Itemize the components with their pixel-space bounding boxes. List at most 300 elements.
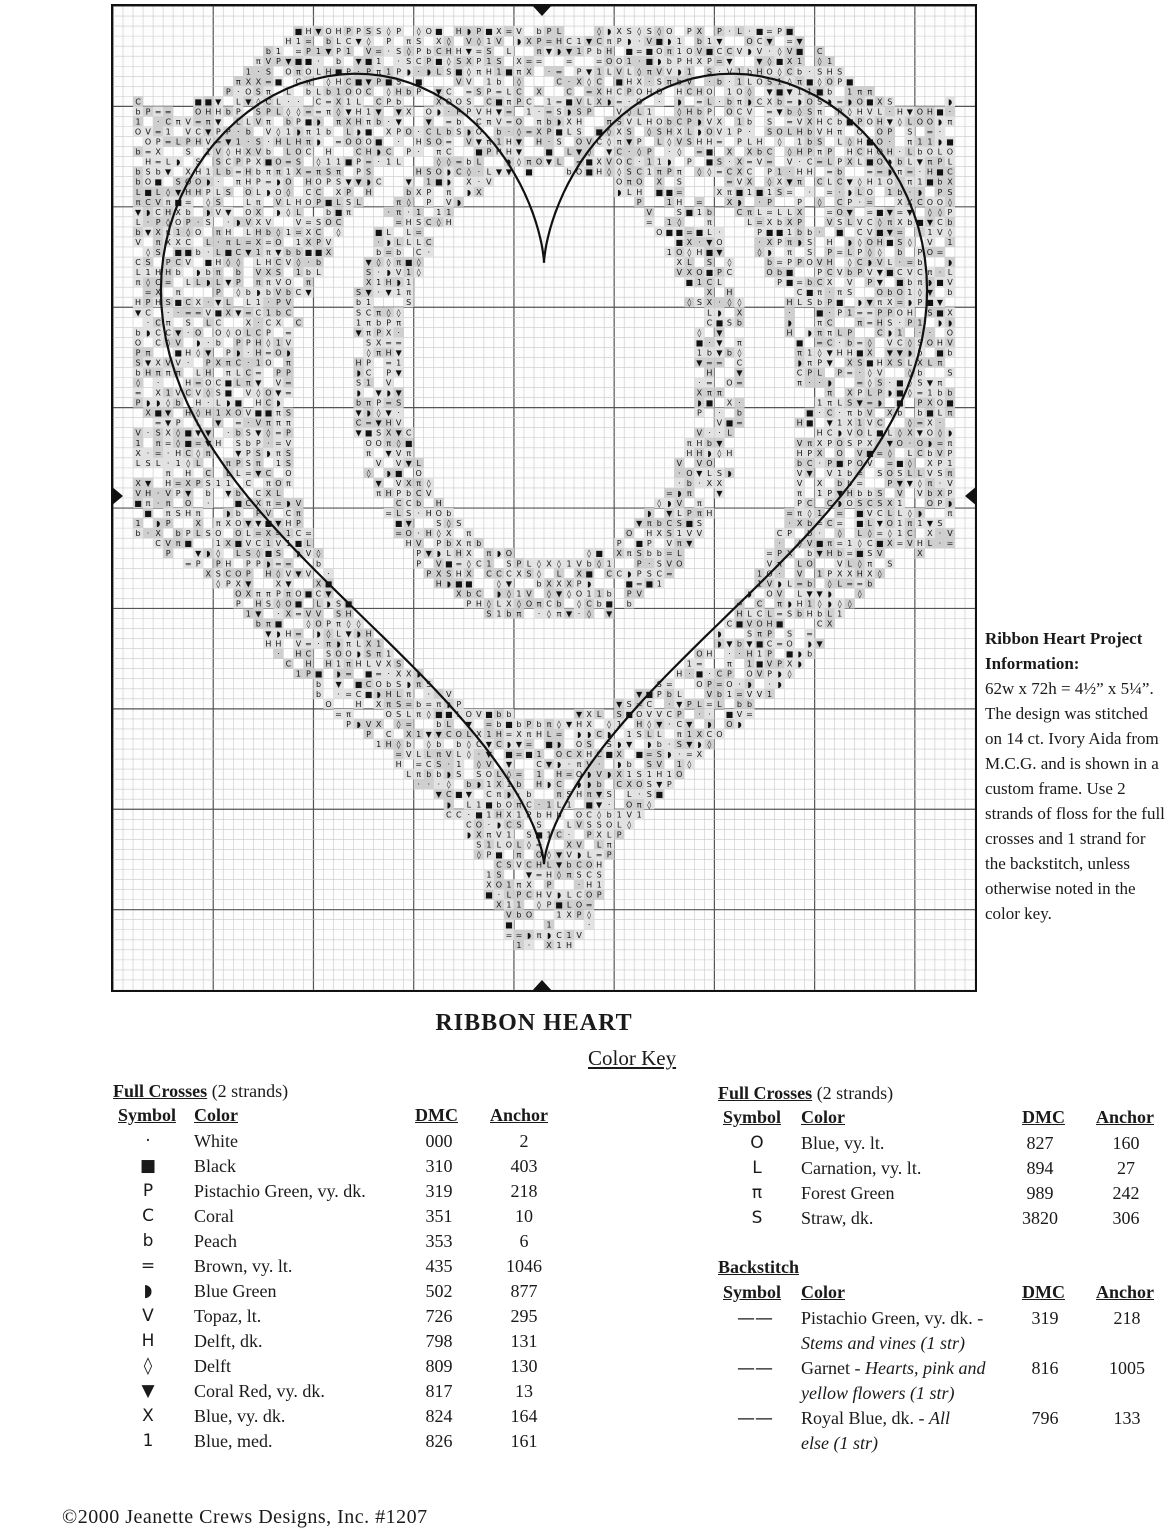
svg-text:P: P — [687, 27, 692, 36]
svg-text:b: b — [677, 77, 682, 86]
svg-text:■: ■ — [235, 499, 243, 508]
svg-text:=: = — [856, 308, 863, 317]
svg-text:◊: ◊ — [868, 338, 872, 347]
svg-text:b: b — [757, 148, 762, 157]
svg-text:▼: ▼ — [776, 107, 783, 116]
svg-text:P: P — [837, 107, 842, 116]
svg-text:O: O — [235, 328, 241, 337]
bs-symbol-line: —— — [730, 1356, 780, 1381]
svg-text:1: 1 — [847, 87, 852, 96]
svg-text:P: P — [627, 87, 632, 96]
svg-text:C: C — [426, 128, 432, 137]
svg-text:■: ■ — [455, 67, 463, 76]
svg-text:V: V — [947, 338, 953, 347]
svg-text:π: π — [707, 389, 712, 398]
svg-text:◊: ◊ — [367, 348, 371, 357]
svg-text:H: H — [486, 67, 492, 76]
svg-text:X: X — [877, 97, 883, 106]
svg-text:▼: ▼ — [736, 369, 743, 378]
svg-text:1: 1 — [336, 87, 341, 96]
svg-text:π: π — [797, 489, 802, 498]
svg-text:V: V — [185, 128, 191, 137]
svg-text:■: ■ — [655, 37, 663, 46]
svg-text:▼: ▼ — [917, 429, 924, 438]
svg-text:V: V — [486, 178, 492, 187]
svg-text:L: L — [888, 509, 893, 518]
svg-text:1: 1 — [857, 419, 862, 428]
svg-text:H: H — [827, 67, 833, 76]
svg-text:=: = — [536, 57, 543, 66]
svg-text:C: C — [366, 87, 372, 96]
svg-text:1: 1 — [406, 278, 411, 287]
svg-text:P: P — [156, 138, 161, 147]
svg-text:1: 1 — [917, 318, 922, 327]
svg-text:■: ■ — [255, 409, 263, 418]
svg-text:■: ■ — [365, 128, 373, 137]
svg-text:◊: ◊ — [637, 67, 641, 76]
left-key-symbol: b — [126, 1229, 170, 1254]
svg-text:=: = — [846, 369, 853, 378]
svg-text:L: L — [356, 198, 361, 207]
svg-text:C: C — [737, 208, 743, 217]
svg-text:π: π — [266, 479, 271, 488]
svg-text:V: V — [256, 419, 262, 428]
svg-text:b: b — [917, 409, 922, 418]
svg-text:=: = — [155, 107, 162, 116]
svg-text:π: π — [797, 77, 802, 86]
svg-text:L: L — [888, 429, 893, 438]
svg-text:■: ■ — [495, 97, 503, 106]
svg-text:1: 1 — [136, 519, 141, 528]
svg-text:V: V — [687, 77, 693, 86]
svg-text:H: H — [195, 399, 201, 408]
svg-text:V: V — [697, 529, 703, 538]
svg-text:X: X — [266, 529, 272, 538]
svg-text:L: L — [717, 278, 722, 287]
svg-text:◗: ◗ — [888, 168, 892, 177]
svg-text:C: C — [256, 539, 262, 548]
svg-text:V: V — [797, 117, 803, 126]
svg-text:L: L — [156, 459, 161, 468]
svg-text:■: ■ — [144, 509, 152, 518]
svg-text:π: π — [366, 318, 371, 327]
svg-text:b: b — [807, 549, 812, 558]
svg-text:▼: ▼ — [376, 419, 383, 428]
svg-text:X: X — [256, 238, 262, 247]
svg-text:C: C — [556, 77, 562, 86]
left-key-color: Black — [194, 1154, 236, 1179]
svg-text:1: 1 — [897, 529, 902, 538]
full-crosses-right-heading: Full Crosses — [718, 1083, 812, 1103]
svg-text:H: H — [797, 168, 803, 177]
svg-text:b: b — [136, 328, 141, 337]
svg-text:◊: ◊ — [296, 258, 300, 267]
svg-text:P: P — [276, 57, 281, 66]
svg-text:L: L — [837, 328, 842, 337]
svg-text:▼: ▼ — [696, 469, 703, 478]
svg-text:■: ■ — [625, 47, 633, 56]
svg-text:π: π — [136, 278, 141, 287]
svg-text:C: C — [276, 258, 282, 267]
svg-text:C: C — [797, 369, 803, 378]
svg-text:H: H — [706, 138, 712, 147]
svg-text:b: b — [246, 128, 251, 137]
svg-text:=: = — [365, 419, 372, 428]
svg-text:X: X — [155, 389, 161, 398]
svg-text:b: b — [496, 77, 501, 86]
svg-text:X: X — [386, 328, 392, 337]
svg-text:▼: ▼ — [205, 439, 212, 448]
svg-text:O: O — [827, 77, 833, 86]
svg-text:1: 1 — [837, 469, 842, 478]
svg-text:■: ■ — [836, 228, 844, 237]
svg-text:b: b — [206, 268, 211, 277]
svg-text:X: X — [376, 338, 382, 347]
svg-text:◊: ◊ — [146, 278, 150, 287]
svg-text:1: 1 — [526, 107, 531, 116]
svg-text:b: b — [567, 168, 572, 177]
svg-text:H: H — [606, 47, 612, 56]
svg-text:X: X — [657, 529, 663, 538]
svg-text:C: C — [626, 158, 632, 167]
svg-text:=: = — [826, 208, 833, 217]
svg-text:b: b — [326, 37, 331, 46]
svg-text:◗: ◗ — [948, 97, 952, 106]
svg-text:π: π — [216, 519, 221, 528]
svg-text:O: O — [616, 57, 622, 66]
svg-text:◗: ◗ — [146, 208, 150, 217]
svg-text:C: C — [486, 97, 492, 106]
svg-text:V: V — [937, 228, 943, 237]
svg-text:π: π — [486, 138, 491, 147]
svg-text:X: X — [226, 308, 232, 317]
svg-text:P: P — [396, 128, 401, 137]
svg-text:b: b — [807, 529, 812, 538]
right-header-symbol: Symbol — [723, 1107, 781, 1128]
svg-text:1: 1 — [667, 218, 672, 227]
svg-text:·: · — [939, 479, 942, 488]
svg-text:H: H — [145, 369, 151, 378]
svg-text:X: X — [246, 318, 252, 327]
svg-text:b: b — [657, 549, 662, 558]
svg-text:π: π — [627, 549, 632, 558]
svg-text:O: O — [887, 519, 893, 528]
svg-text:■: ■ — [585, 158, 593, 167]
svg-text:C: C — [897, 338, 903, 347]
svg-text:▼: ▼ — [215, 117, 222, 126]
left-header-dmc: DMC — [415, 1105, 458, 1126]
svg-text:H: H — [305, 27, 311, 36]
svg-text:P: P — [827, 298, 832, 307]
svg-text:1: 1 — [406, 268, 411, 277]
svg-text:L: L — [857, 529, 862, 538]
svg-text:C: C — [737, 358, 743, 367]
svg-text:=: = — [566, 57, 573, 66]
svg-text:O: O — [937, 198, 943, 207]
svg-text:P: P — [777, 238, 782, 247]
svg-text:·: · — [538, 107, 541, 116]
bs-symbol-line: —— — [730, 1406, 780, 1431]
svg-text:■: ■ — [345, 158, 353, 167]
svg-text:H: H — [596, 168, 602, 177]
svg-text:O: O — [937, 399, 943, 408]
svg-text:S: S — [356, 288, 361, 297]
svg-text:C: C — [165, 328, 171, 337]
svg-text:◊: ◊ — [737, 348, 741, 357]
svg-text:π: π — [216, 268, 221, 277]
svg-text:V: V — [175, 358, 181, 367]
svg-text:H: H — [817, 117, 823, 126]
svg-text:H: H — [496, 148, 502, 157]
svg-text:H: H — [877, 238, 883, 247]
svg-text:P: P — [797, 198, 802, 207]
svg-text:X: X — [256, 208, 262, 217]
svg-text:·: · — [167, 459, 170, 468]
svg-text:▼: ▼ — [927, 379, 934, 388]
svg-text:=: = — [696, 148, 703, 157]
svg-text:π: π — [156, 369, 161, 378]
right-header-anchor: Anchor — [1096, 1107, 1154, 1128]
svg-text:◊: ◊ — [778, 47, 782, 56]
svg-text:■: ■ — [375, 138, 383, 147]
svg-text:P: P — [647, 148, 652, 157]
svg-text:L: L — [747, 138, 752, 147]
svg-text:◊: ◊ — [407, 198, 411, 207]
svg-text:▼: ▼ — [877, 268, 884, 277]
svg-text:1: 1 — [907, 288, 912, 297]
svg-text:1: 1 — [176, 228, 181, 237]
svg-text:■: ■ — [866, 97, 874, 106]
svg-text:O: O — [185, 499, 191, 508]
svg-text:■: ■ — [214, 308, 222, 317]
svg-text:▼: ▼ — [215, 419, 222, 428]
svg-text:L: L — [938, 409, 943, 418]
svg-text:C: C — [757, 37, 763, 46]
svg-text:π: π — [226, 369, 231, 378]
svg-text:■: ■ — [545, 148, 553, 157]
svg-text:π: π — [366, 117, 371, 126]
svg-text:·: · — [307, 258, 310, 267]
svg-text:=: = — [245, 238, 252, 247]
svg-text:■: ■ — [184, 439, 192, 448]
svg-text:L: L — [857, 188, 862, 197]
svg-text:■: ■ — [796, 338, 804, 347]
svg-text:H: H — [336, 27, 342, 36]
svg-text:▼: ▼ — [716, 439, 723, 448]
svg-text:C: C — [687, 87, 693, 96]
svg-text:b: b — [777, 97, 782, 106]
svg-text:b: b — [947, 348, 952, 357]
svg-text:P: P — [787, 529, 792, 538]
svg-text:=: = — [876, 449, 883, 458]
svg-text:◊: ◊ — [377, 409, 381, 418]
svg-text:P: P — [948, 449, 953, 458]
svg-text:1: 1 — [346, 97, 351, 106]
svg-text:X: X — [596, 87, 602, 96]
svg-text:·: · — [548, 138, 551, 147]
svg-text:b: b — [286, 117, 291, 126]
svg-text:·: · — [377, 288, 380, 297]
svg-text:O: O — [837, 208, 843, 217]
left-key-anchor: 403 — [489, 1154, 559, 1179]
svg-text:X: X — [797, 208, 803, 217]
svg-text:π: π — [617, 138, 622, 147]
svg-text:X: X — [717, 188, 723, 197]
svg-text:V: V — [296, 218, 302, 227]
svg-text:X: X — [927, 459, 933, 468]
svg-text:H: H — [877, 358, 883, 367]
svg-text:1: 1 — [416, 208, 421, 217]
svg-text:▼: ▼ — [686, 539, 693, 548]
svg-text:L: L — [627, 67, 632, 76]
svg-text:P: P — [346, 27, 351, 36]
svg-text:V: V — [937, 449, 943, 458]
svg-text:■: ■ — [295, 57, 303, 66]
svg-text:H: H — [285, 519, 291, 528]
svg-text:·: · — [838, 188, 841, 197]
svg-text:X: X — [767, 97, 773, 106]
svg-text:X: X — [165, 429, 171, 438]
svg-text:b: b — [917, 369, 922, 378]
svg-text:▼: ▼ — [255, 469, 262, 478]
svg-text:S: S — [837, 218, 842, 227]
svg-text:X: X — [276, 318, 282, 327]
svg-text:·: · — [377, 268, 380, 277]
svg-text:L: L — [216, 248, 221, 257]
svg-text:◊: ◊ — [166, 188, 170, 197]
svg-text:=: = — [896, 298, 903, 307]
svg-text:H: H — [356, 117, 362, 126]
svg-text:H: H — [456, 549, 462, 558]
svg-text:=: = — [906, 258, 913, 267]
svg-text:▼: ▼ — [376, 479, 383, 488]
svg-text:=: = — [826, 168, 833, 177]
svg-text:V: V — [416, 539, 422, 548]
left-key-symbol: C — [126, 1204, 170, 1229]
svg-text:π: π — [376, 308, 381, 317]
svg-text:π: π — [316, 168, 321, 177]
svg-text:1: 1 — [777, 77, 782, 86]
svg-text:X: X — [256, 499, 262, 508]
svg-text:π: π — [256, 278, 261, 287]
svg-text:·: · — [357, 67, 360, 76]
svg-text:C: C — [155, 318, 161, 327]
svg-text:■: ■ — [926, 178, 934, 187]
svg-text:X: X — [897, 198, 903, 207]
svg-text:L: L — [246, 228, 251, 237]
svg-text:=: = — [275, 439, 282, 448]
svg-text:1: 1 — [627, 57, 632, 66]
svg-text:1: 1 — [647, 158, 652, 167]
svg-text:C: C — [356, 148, 362, 157]
svg-text:π: π — [286, 419, 291, 428]
svg-text:H: H — [366, 188, 372, 197]
svg-text:■: ■ — [846, 117, 854, 126]
svg-text:b: b — [777, 268, 782, 277]
svg-text:b: b — [667, 117, 672, 126]
svg-text:◊: ◊ — [677, 107, 681, 116]
svg-text:◊: ◊ — [858, 238, 862, 247]
svg-text:▼: ▼ — [355, 57, 362, 66]
svg-text:π: π — [817, 318, 822, 327]
svg-text:π: π — [256, 57, 261, 66]
svg-text:P: P — [867, 278, 872, 287]
svg-text:▼: ▼ — [766, 37, 773, 46]
svg-text:π: π — [667, 47, 672, 56]
svg-text:=: = — [786, 97, 793, 106]
svg-text:V: V — [266, 57, 272, 66]
svg-text:L: L — [507, 47, 512, 56]
svg-text:π: π — [406, 449, 411, 458]
svg-text:L: L — [226, 469, 231, 478]
svg-text:■: ■ — [305, 117, 313, 126]
svg-text:V: V — [647, 37, 653, 46]
left-key-anchor: 164 — [489, 1404, 559, 1429]
svg-text:V: V — [907, 539, 913, 548]
svg-text:P: P — [817, 268, 822, 277]
svg-text:π: π — [276, 419, 281, 428]
svg-text:O: O — [947, 328, 953, 337]
svg-text:◊: ◊ — [908, 389, 912, 398]
svg-text:S: S — [326, 168, 331, 177]
svg-text:◗: ◗ — [156, 519, 160, 528]
svg-text:X: X — [727, 148, 733, 157]
svg-text:O: O — [355, 87, 361, 96]
svg-text:π: π — [406, 288, 411, 297]
svg-text:◊: ◊ — [818, 77, 822, 86]
svg-text:S: S — [677, 519, 682, 528]
svg-text:=: = — [285, 158, 292, 167]
svg-text:L: L — [817, 369, 822, 378]
svg-text:O: O — [897, 439, 903, 448]
svg-text:=: = — [766, 107, 773, 116]
svg-text:P: P — [938, 188, 943, 197]
svg-text:◊: ◊ — [517, 158, 521, 167]
svg-text:O: O — [867, 188, 873, 197]
svg-text:·: · — [387, 208, 390, 217]
svg-text:O: O — [446, 97, 452, 106]
svg-text:◊: ◊ — [908, 419, 912, 428]
svg-text:X: X — [707, 479, 713, 488]
svg-text:◗: ◗ — [797, 358, 801, 367]
svg-text:L: L — [657, 138, 662, 147]
svg-text:◊: ◊ — [637, 148, 641, 157]
svg-text:=: = — [526, 128, 533, 137]
svg-text:O: O — [706, 87, 712, 96]
svg-text:C: C — [897, 268, 903, 277]
svg-text:◊: ◊ — [266, 338, 270, 347]
left-key-symbol: 1 — [126, 1429, 170, 1454]
svg-text:V: V — [446, 198, 452, 207]
svg-text:1: 1 — [657, 158, 662, 167]
svg-text:L: L — [256, 258, 261, 267]
svg-text:◊: ◊ — [196, 449, 200, 458]
svg-text:·: · — [448, 107, 451, 116]
svg-text:O: O — [706, 128, 712, 137]
right-key-anchor: 242 — [1091, 1181, 1161, 1206]
svg-text:H: H — [676, 87, 682, 96]
svg-text:◗: ◗ — [196, 268, 200, 277]
svg-text:=: = — [506, 27, 513, 36]
svg-text:b: b — [937, 389, 942, 398]
svg-text:▼: ▼ — [205, 128, 212, 137]
svg-text:=: = — [185, 308, 192, 317]
svg-text:■: ■ — [946, 138, 954, 147]
svg-text:b: b — [707, 348, 712, 357]
svg-text:P: P — [236, 278, 241, 287]
svg-text:·: · — [708, 338, 711, 347]
svg-text:P: P — [807, 369, 812, 378]
